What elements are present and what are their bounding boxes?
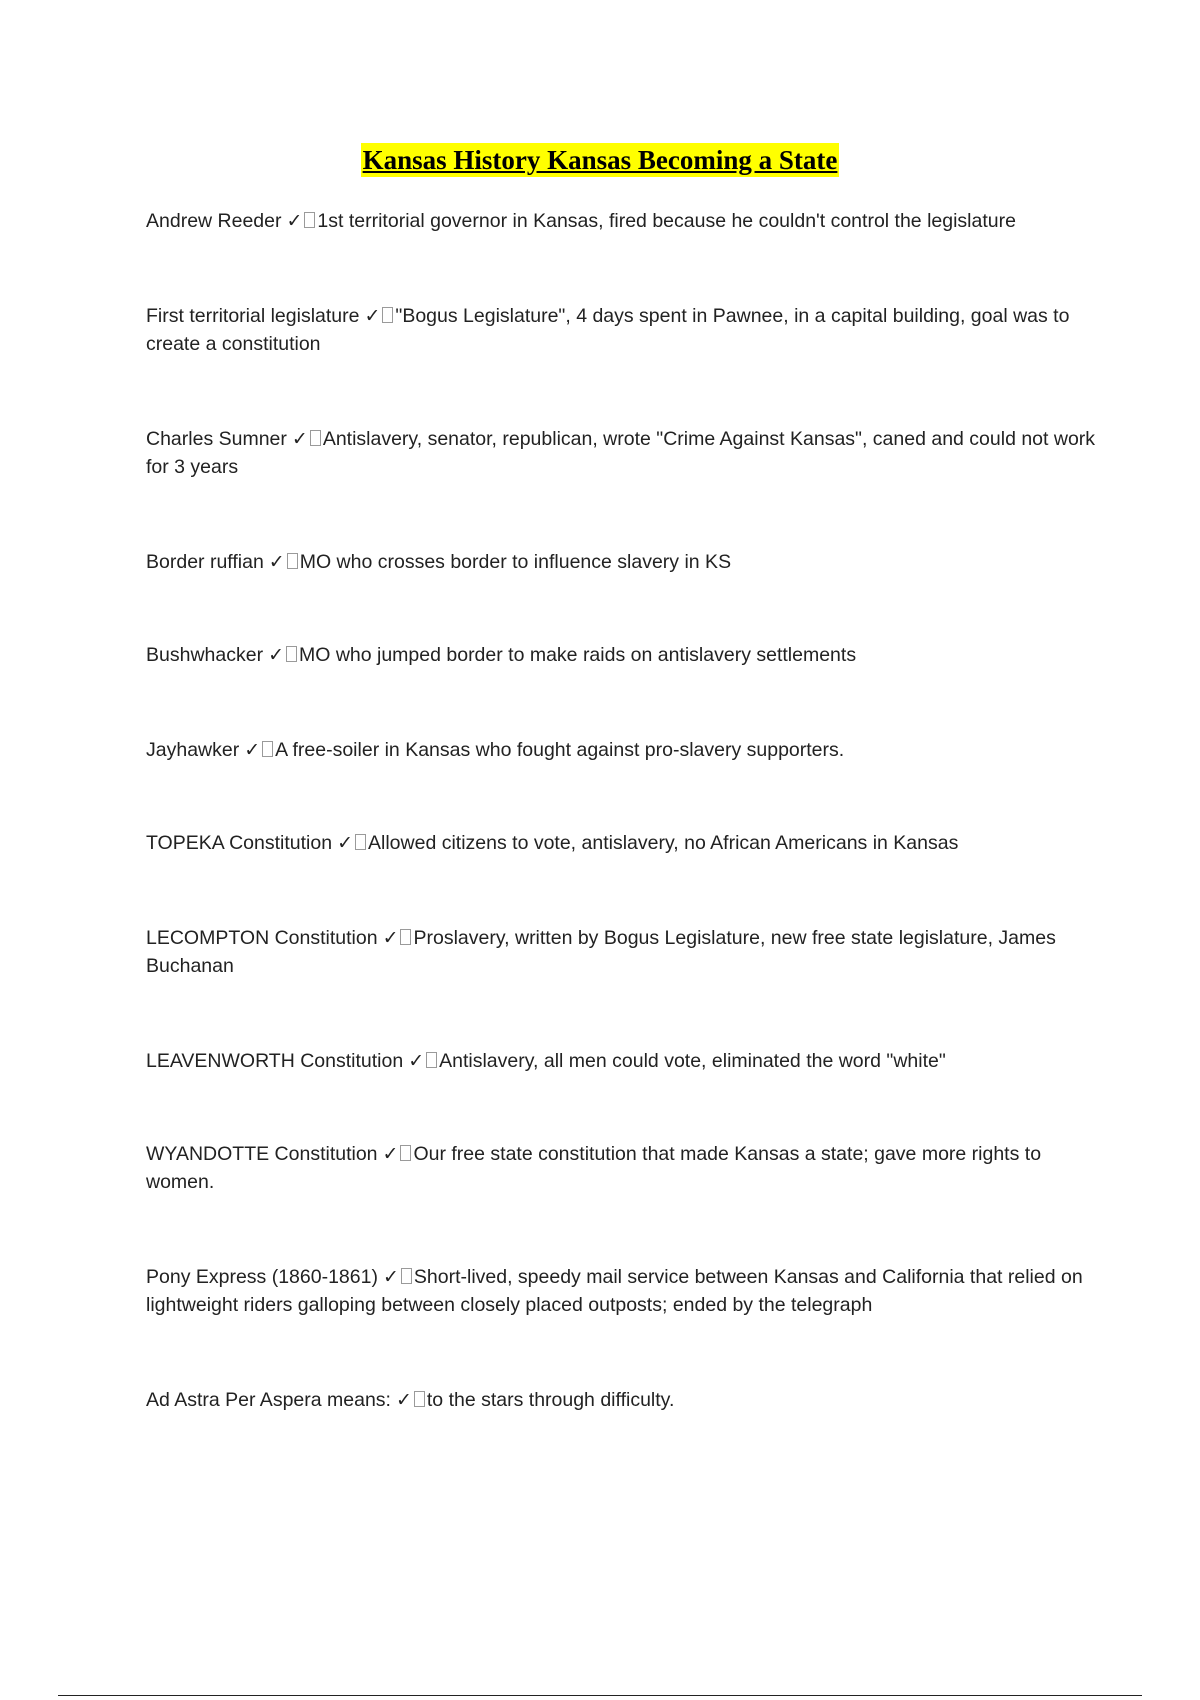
- box-glyph-icon: [304, 212, 315, 228]
- entry-definition: "Bogus Legislature", 4 days spent in Pawnee, in a capital building, goal was to create a constitution: [146, 305, 1070, 355]
- check-mark-icon: ✓: [244, 739, 261, 761]
- check-mark-icon: ✓: [408, 1050, 425, 1072]
- entry-term: WYANDOTTE Constitution: [146, 1143, 378, 1165]
- entry-definition: 1st territorial governor in Kansas, fired because he couldn't control the legislature: [317, 210, 1016, 232]
- entry-definition: A free-soiler in Kansas who fought against pro-slavery supporters.: [275, 739, 845, 761]
- box-glyph-icon: [400, 929, 411, 945]
- box-glyph-icon: [310, 430, 321, 446]
- entry-term: First territorial legislature: [146, 305, 360, 327]
- check-mark-icon: ✓: [268, 644, 284, 666]
- document-title: Kansas History Kansas Becoming a State: [362, 145, 838, 175]
- entry-definition: Proslavery, written by Bogus Legislature, new free state legislature, James Buchanan: [146, 927, 1056, 977]
- entry-pony-express: [146, 1263, 1096, 1319]
- entry-topeka-constitution: [146, 829, 1096, 857]
- check-mark-icon: ✓: [291, 428, 308, 450]
- box-glyph-icon: [401, 1268, 412, 1284]
- entry-definition: Our free state constitution that made Kansas a state; gave more rights to women.: [146, 1143, 1042, 1193]
- footer-divider: [58, 1695, 1142, 1696]
- box-glyph-icon: [414, 1391, 425, 1407]
- entry-jayhawker: [146, 736, 1096, 764]
- check-mark-icon: ✓: [364, 305, 381, 327]
- entry-wyandotte-constitution: [146, 1140, 1096, 1196]
- check-mark-icon: ✓: [382, 1266, 399, 1288]
- entry-term: LECOMPTON Constitution: [146, 927, 378, 949]
- entry-term: Border ruffian: [146, 551, 264, 573]
- box-glyph-icon: [355, 834, 366, 850]
- box-glyph-icon: [262, 741, 273, 757]
- entry-term: Pony Express (1860-1861): [146, 1266, 378, 1288]
- check-mark-icon: ✓: [337, 832, 353, 854]
- entry-term: Bushwhacker: [146, 644, 264, 666]
- box-glyph-icon: [426, 1052, 437, 1068]
- box-glyph-icon: [382, 307, 393, 323]
- entry-leavenworth-constitution: [146, 1047, 1096, 1075]
- entry-first-territorial-legislature: [146, 302, 1096, 358]
- check-mark-icon: ✓: [268, 551, 285, 573]
- check-mark-icon: ✓: [395, 1389, 412, 1411]
- entry-definition: Antislavery, all men could vote, eliminated the word "white": [439, 1050, 946, 1072]
- entry-term: TOPEKA Constitution: [146, 832, 333, 854]
- entry-term: LEAVENWORTH Constitution: [146, 1050, 404, 1072]
- check-mark-icon: ✓: [286, 210, 303, 232]
- entry-term: Charles Sumner: [146, 428, 287, 450]
- entry-definition: MO who crosses border to influence slavery in KS: [299, 551, 732, 573]
- entry-definition: Short-lived, speedy mail service between Kansas and California that relied on lightweight riders galloping between closely placed outposts; ended by the telegraph: [146, 1266, 1083, 1316]
- entry-ad-astra-per-aspera: [146, 1386, 1096, 1414]
- entry-charles-sumner: [146, 425, 1096, 481]
- entry-definition: to the stars through difficulty.: [426, 1389, 675, 1411]
- entry-definition: MO who jumped border to make raids on antislavery settlements: [298, 644, 857, 666]
- entry-term: Andrew Reeder: [146, 210, 282, 232]
- entry-bushwhacker: [146, 641, 1096, 669]
- entry-term: Jayhawker: [146, 739, 240, 761]
- box-glyph-icon: [286, 646, 297, 662]
- entry-definition: Allowed citizens to vote, antislavery, no African Americans in Kansas: [368, 832, 959, 854]
- entry-lecompton-constitution: [146, 924, 1096, 980]
- box-glyph-icon: [400, 1145, 411, 1161]
- entry-definition: Antislavery, senator, republican, wrote "Crime Against Kansas", caned and could not work for 3 years: [146, 428, 1096, 478]
- entry-term: Ad Astra Per Aspera means:: [146, 1389, 391, 1411]
- title-container: [0, 143, 1200, 177]
- entry-andrew-reeder: [146, 207, 1096, 235]
- entry-border-ruffian: [146, 548, 1096, 576]
- box-glyph-icon: [287, 553, 298, 569]
- check-mark-icon: ✓: [382, 927, 399, 949]
- check-mark-icon: ✓: [382, 1143, 399, 1165]
